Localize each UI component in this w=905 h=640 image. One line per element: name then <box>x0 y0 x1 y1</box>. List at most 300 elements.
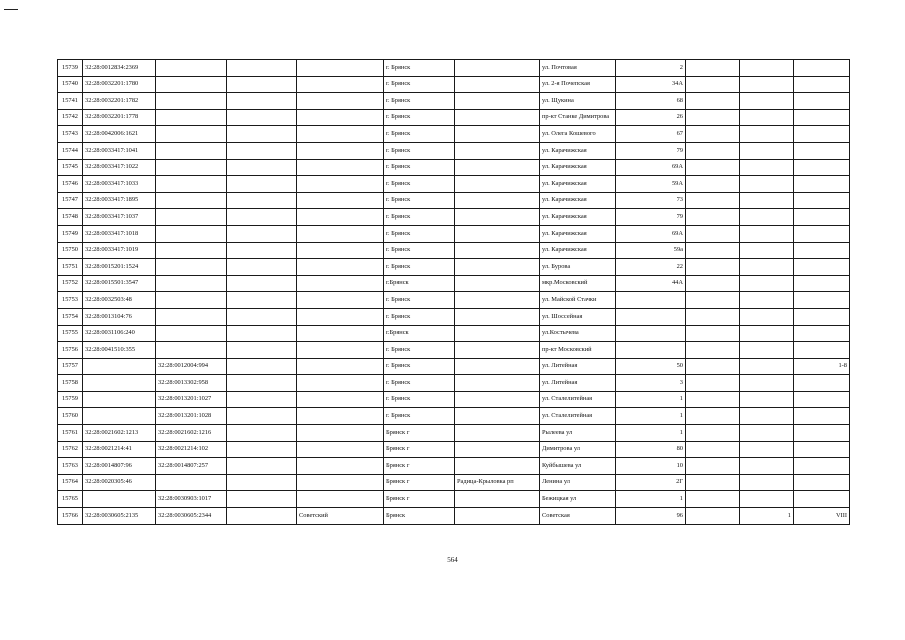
table-cell <box>740 209 794 226</box>
table-cell: 15750 <box>58 242 83 259</box>
table-cell: 32:28:0033417:1041 <box>83 142 156 159</box>
table-cell: ул. Литейная <box>540 358 616 375</box>
table-row <box>58 408 850 425</box>
table-cell: ул. Сталелитейная <box>540 391 616 408</box>
table-cell: Бежицкая ул <box>540 491 616 508</box>
table-cell <box>156 308 227 325</box>
table-cell: 1 <box>616 408 686 425</box>
top-left-dash-mark <box>4 9 18 10</box>
table-cell <box>156 474 227 491</box>
table-cell: 32:28:0012834:2369 <box>83 60 156 77</box>
table-cell <box>740 109 794 126</box>
table-cell <box>740 342 794 359</box>
table-cell: г. Брянск <box>384 159 455 176</box>
registry-table <box>57 59 850 525</box>
table-row <box>58 391 850 408</box>
table-cell: г. Брянск <box>384 192 455 209</box>
table-row <box>58 60 850 77</box>
table-cell: 32:28:0030605:2344 <box>156 508 227 525</box>
table-cell: 32:28:0012004:994 <box>156 358 227 375</box>
table-cell <box>455 308 540 325</box>
table-cell <box>794 225 850 242</box>
table-cell <box>794 159 850 176</box>
table-cell <box>227 375 297 392</box>
table-cell <box>740 275 794 292</box>
table-cell: 32:28:0041510:355 <box>83 342 156 359</box>
table-row <box>58 474 850 491</box>
table-cell <box>455 342 540 359</box>
table-cell <box>616 325 686 342</box>
table-cell <box>156 292 227 309</box>
table-cell <box>297 142 384 159</box>
table-cell <box>227 192 297 209</box>
table-cell <box>297 126 384 143</box>
table-row <box>58 308 850 325</box>
registry-table-body <box>58 60 850 525</box>
table-cell <box>455 375 540 392</box>
table-cell <box>156 209 227 226</box>
table-cell: 15758 <box>58 375 83 392</box>
table-cell <box>740 391 794 408</box>
table-cell <box>83 391 156 408</box>
table-cell <box>227 391 297 408</box>
table-cell: 15761 <box>58 425 83 442</box>
table-cell: ул. Шоссейная <box>540 308 616 325</box>
table-cell <box>156 242 227 259</box>
table-cell <box>83 375 156 392</box>
table-cell <box>794 425 850 442</box>
table-row <box>58 375 850 392</box>
table-cell: 15744 <box>58 142 83 159</box>
table-cell: Брянск г <box>384 441 455 458</box>
table-row <box>58 225 850 242</box>
table-cell <box>686 408 740 425</box>
table-cell <box>156 225 227 242</box>
table-cell <box>455 60 540 77</box>
table-cell: Рылеева ул <box>540 425 616 442</box>
table-cell <box>227 242 297 259</box>
table-cell <box>686 491 740 508</box>
table-row <box>58 242 850 259</box>
table-cell <box>686 458 740 475</box>
table-cell <box>227 259 297 276</box>
table-cell: ул. Карачижская <box>540 192 616 209</box>
table-cell <box>156 109 227 126</box>
table-cell: г. Брянск <box>384 126 455 143</box>
table-cell <box>686 474 740 491</box>
table-cell <box>686 242 740 259</box>
table-cell <box>156 93 227 110</box>
table-cell <box>227 142 297 159</box>
table-cell <box>686 441 740 458</box>
table-cell: 79 <box>616 209 686 226</box>
table-cell <box>740 242 794 259</box>
table-cell <box>455 292 540 309</box>
table-cell: ул. 2-я Почепская <box>540 76 616 93</box>
table-cell <box>740 441 794 458</box>
table-cell: Радица-Крыловка рп <box>455 474 540 491</box>
table-cell <box>297 325 384 342</box>
table-row <box>58 491 850 508</box>
table-cell: 1 <box>616 491 686 508</box>
table-row <box>58 425 850 442</box>
table-cell: 32:28:0032201:1780 <box>83 76 156 93</box>
table-cell <box>794 93 850 110</box>
table-cell <box>297 275 384 292</box>
table-cell: 10 <box>616 458 686 475</box>
table-cell <box>297 358 384 375</box>
table-cell <box>156 259 227 276</box>
table-cell: 34А <box>616 76 686 93</box>
table-cell: 79 <box>616 142 686 159</box>
table-cell: 32:28:0030903:1017 <box>156 491 227 508</box>
table-cell: 15764 <box>58 474 83 491</box>
table-cell: ул.Костычева <box>540 325 616 342</box>
table-cell <box>297 308 384 325</box>
table-row <box>58 126 850 143</box>
table-cell <box>297 491 384 508</box>
table-cell <box>297 192 384 209</box>
table-row <box>58 342 850 359</box>
table-cell: пр-кт Московский <box>540 342 616 359</box>
table-cell <box>794 259 850 276</box>
table-cell: ул. Карачижская <box>540 209 616 226</box>
table-cell: 1 <box>616 391 686 408</box>
table-cell <box>740 375 794 392</box>
table-cell: Советский <box>297 508 384 525</box>
table-cell <box>156 142 227 159</box>
table-cell <box>227 60 297 77</box>
table-cell: 32:28:0021214:41 <box>83 441 156 458</box>
table-cell <box>156 76 227 93</box>
table-cell: 80 <box>616 441 686 458</box>
table-cell: г. Брянск <box>384 176 455 193</box>
table-cell <box>794 474 850 491</box>
table-cell: 32:28:0042006:1621 <box>83 126 156 143</box>
table-cell: Брянск г <box>384 474 455 491</box>
table-cell: г.Брянск <box>384 275 455 292</box>
table-cell: 32:28:0032201:1778 <box>83 109 156 126</box>
table-cell <box>297 292 384 309</box>
table-cell <box>794 342 850 359</box>
table-cell <box>297 425 384 442</box>
table-cell: 1 <box>616 425 686 442</box>
table-cell <box>686 508 740 525</box>
table-cell <box>297 441 384 458</box>
table-cell <box>686 358 740 375</box>
table-cell <box>83 491 156 508</box>
table-cell <box>686 308 740 325</box>
table-row <box>58 109 850 126</box>
table-cell: 15760 <box>58 408 83 425</box>
table-row <box>58 292 850 309</box>
table-cell <box>794 76 850 93</box>
table-cell: 32:28:0032201:1782 <box>83 93 156 110</box>
table-cell: 32:28:0033417:1022 <box>83 159 156 176</box>
table-cell <box>794 109 850 126</box>
table-cell: 15749 <box>58 225 83 242</box>
table-cell <box>794 176 850 193</box>
table-cell <box>227 109 297 126</box>
table-cell: ул. Бурова <box>540 259 616 276</box>
table-cell <box>455 275 540 292</box>
table-cell: 15748 <box>58 209 83 226</box>
table-cell: ул. Карачижская <box>540 142 616 159</box>
table-cell <box>455 109 540 126</box>
table-cell: ул. Литейная <box>540 375 616 392</box>
table-cell <box>740 325 794 342</box>
table-cell: г. Брянск <box>384 209 455 226</box>
table-cell: 59а <box>616 242 686 259</box>
table-cell: 67 <box>616 126 686 143</box>
table-cell <box>83 408 156 425</box>
table-cell <box>686 93 740 110</box>
table-cell <box>227 292 297 309</box>
table-cell <box>297 259 384 276</box>
table-cell <box>156 126 227 143</box>
table-cell: 32:28:0015501:3547 <box>83 275 156 292</box>
table-cell <box>794 60 850 77</box>
table-cell <box>686 259 740 276</box>
table-cell: 32:28:0013302:958 <box>156 375 227 392</box>
table-cell <box>455 176 540 193</box>
table-cell: 32:28:0021602:1216 <box>156 425 227 442</box>
table-cell <box>686 375 740 392</box>
table-cell <box>686 109 740 126</box>
table-cell <box>455 225 540 242</box>
table-cell: 15755 <box>58 325 83 342</box>
table-cell <box>455 425 540 442</box>
table-cell <box>794 242 850 259</box>
table-cell: г. Брянск <box>384 93 455 110</box>
table-cell: г. Брянск <box>384 358 455 375</box>
table-cell <box>686 225 740 242</box>
table-cell: 3 <box>616 375 686 392</box>
table-row <box>58 159 850 176</box>
table-cell: 15765 <box>58 491 83 508</box>
table-cell: ул. Карачижская <box>540 176 616 193</box>
table-cell <box>455 508 540 525</box>
table-cell: 32:28:0033417:1895 <box>83 192 156 209</box>
table-cell <box>227 209 297 226</box>
table-row <box>58 209 850 226</box>
table-cell: 15751 <box>58 259 83 276</box>
table-cell: 15763 <box>58 458 83 475</box>
table-cell <box>227 358 297 375</box>
table-cell: 32:28:0032503:48 <box>83 292 156 309</box>
table-cell: г. Брянск <box>384 391 455 408</box>
table-cell <box>794 126 850 143</box>
table-row <box>58 176 850 193</box>
table-cell: г. Брянск <box>384 109 455 126</box>
table-cell <box>740 425 794 442</box>
table-cell <box>455 242 540 259</box>
table-cell <box>740 126 794 143</box>
table-cell: 73 <box>616 192 686 209</box>
table-cell: г. Брянск <box>384 375 455 392</box>
table-cell: 32:28:0020305:46 <box>83 474 156 491</box>
table-cell <box>156 325 227 342</box>
table-cell: Куйбышева ул <box>540 458 616 475</box>
table-cell: мкр.Московский <box>540 275 616 292</box>
table-cell: 32:28:0021214:102 <box>156 441 227 458</box>
table-cell: 32:28:0013201:1027 <box>156 391 227 408</box>
table-cell <box>686 76 740 93</box>
table-cell <box>686 192 740 209</box>
table-cell: ул. Почтовая <box>540 60 616 77</box>
table-cell <box>455 192 540 209</box>
table-cell <box>227 425 297 442</box>
table-cell <box>455 325 540 342</box>
table-cell <box>740 76 794 93</box>
table-cell <box>686 425 740 442</box>
table-cell <box>297 76 384 93</box>
table-cell: 44А <box>616 275 686 292</box>
table-row <box>58 358 850 375</box>
table-cell <box>794 292 850 309</box>
table-cell: г. Брянск <box>384 60 455 77</box>
table-cell <box>156 192 227 209</box>
table-cell: Брянск <box>384 508 455 525</box>
table-cell: Ленина ул <box>540 474 616 491</box>
table-cell <box>740 93 794 110</box>
table-cell <box>686 275 740 292</box>
table-cell: 32:28:0031106:240 <box>83 325 156 342</box>
table-cell: 32:28:0033417:1037 <box>83 209 156 226</box>
table-cell <box>794 441 850 458</box>
table-cell: 2 <box>616 60 686 77</box>
table-cell: 69А <box>616 159 686 176</box>
table-cell: Брянск г <box>384 458 455 475</box>
table-cell <box>227 76 297 93</box>
table-row <box>58 93 850 110</box>
table-cell <box>297 408 384 425</box>
table-cell: 32:28:0015201:1524 <box>83 259 156 276</box>
table-cell <box>297 474 384 491</box>
table-cell <box>227 441 297 458</box>
table-cell: ул. Сталелитейная <box>540 408 616 425</box>
table-cell <box>455 441 540 458</box>
table-row <box>58 76 850 93</box>
table-cell <box>297 159 384 176</box>
table-cell <box>740 491 794 508</box>
table-cell <box>455 491 540 508</box>
table-cell <box>455 358 540 375</box>
table-row <box>58 192 850 209</box>
table-cell <box>616 292 686 309</box>
table-cell <box>686 126 740 143</box>
table-row <box>58 508 850 525</box>
table-cell <box>455 259 540 276</box>
table-cell: 32:28:0033417:1018 <box>83 225 156 242</box>
table-cell <box>83 358 156 375</box>
table-cell <box>686 292 740 309</box>
table-cell: 15741 <box>58 93 83 110</box>
table-cell: 15746 <box>58 176 83 193</box>
table-cell: Брянск г <box>384 491 455 508</box>
table-cell <box>794 142 850 159</box>
table-cell <box>297 109 384 126</box>
table-cell <box>686 209 740 226</box>
table-cell: 32:28:0014807:96 <box>83 458 156 475</box>
table-cell <box>740 408 794 425</box>
table-cell <box>455 159 540 176</box>
table-cell <box>794 192 850 209</box>
table-cell <box>227 508 297 525</box>
table-cell: 32:28:0033417:1033 <box>83 176 156 193</box>
table-cell: 1 <box>740 508 794 525</box>
table-cell: г. Брянск <box>384 342 455 359</box>
table-cell: 15753 <box>58 292 83 309</box>
table-cell <box>794 458 850 475</box>
table-cell: 15759 <box>58 391 83 408</box>
table-cell <box>297 375 384 392</box>
table-row <box>58 325 850 342</box>
table-cell: 15743 <box>58 126 83 143</box>
table-cell: 15740 <box>58 76 83 93</box>
table-cell <box>227 342 297 359</box>
table-cell: г. Брянск <box>384 142 455 159</box>
page-number: 564 <box>447 556 458 564</box>
table-cell: 15747 <box>58 192 83 209</box>
table-cell: г. Брянск <box>384 225 455 242</box>
table-cell <box>227 93 297 110</box>
table-cell <box>156 176 227 193</box>
table-cell: 26 <box>616 109 686 126</box>
table-cell <box>686 391 740 408</box>
table-cell: 1-8 <box>794 358 850 375</box>
table-cell <box>455 209 540 226</box>
table-cell <box>740 458 794 475</box>
table-cell: 32:28:0013201:1028 <box>156 408 227 425</box>
table-cell <box>740 142 794 159</box>
table-cell: г. Брянск <box>384 242 455 259</box>
table-cell: 15757 <box>58 358 83 375</box>
table-row <box>58 441 850 458</box>
table-cell <box>455 408 540 425</box>
table-cell <box>794 275 850 292</box>
table-cell: 50 <box>616 358 686 375</box>
table-cell <box>616 342 686 359</box>
table-cell <box>794 491 850 508</box>
table-cell: ул. Майской Стачки <box>540 292 616 309</box>
table-cell <box>227 458 297 475</box>
table-row <box>58 259 850 276</box>
table-cell: г. Брянск <box>384 308 455 325</box>
table-cell: Брянск г <box>384 425 455 442</box>
table-cell <box>227 491 297 508</box>
table-cell: 2Г <box>616 474 686 491</box>
table-cell: VIII <box>794 508 850 525</box>
table-cell <box>227 275 297 292</box>
table-cell <box>297 342 384 359</box>
table-cell: 15752 <box>58 275 83 292</box>
table-cell <box>156 275 227 292</box>
table-cell <box>297 209 384 226</box>
table-cell <box>794 408 850 425</box>
table-cell <box>686 176 740 193</box>
table-cell <box>794 375 850 392</box>
table-cell <box>297 93 384 110</box>
table-cell <box>297 391 384 408</box>
table-cell <box>740 60 794 77</box>
table-cell <box>156 60 227 77</box>
table-row <box>58 275 850 292</box>
table-cell <box>156 342 227 359</box>
table-cell <box>227 325 297 342</box>
table-cell <box>455 142 540 159</box>
table-cell: пр-кт Станке Димитрова <box>540 109 616 126</box>
